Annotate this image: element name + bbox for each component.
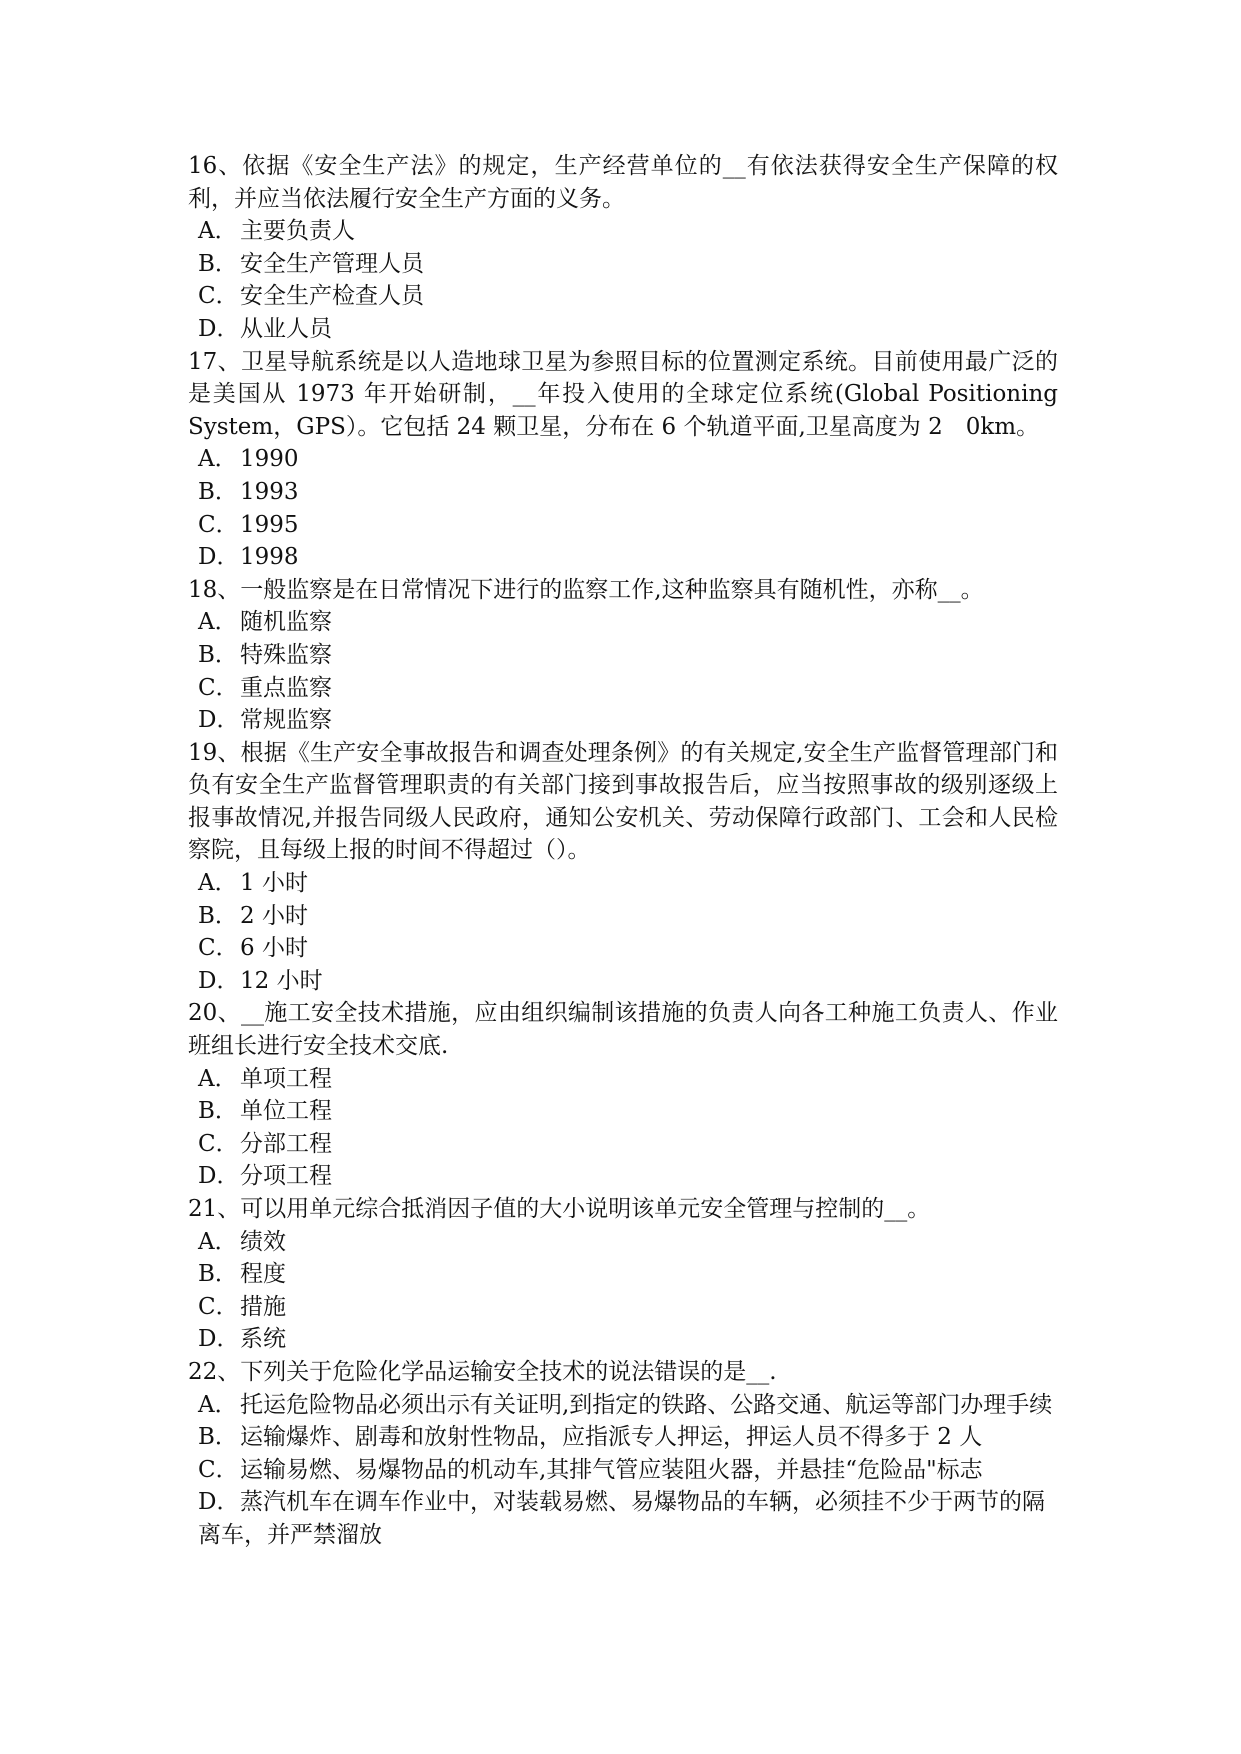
option-text: 分部工程 — [240, 1130, 332, 1157]
option-a — [188, 443, 1058, 476]
question-stem: 17、卫星导航系统是以人造地球卫星为参照目标的位置测定系统。目前使用最广泛的是美国从 1973 年开始研制，__年投入使用的全球定位系统(Global Positioning System，GPS）。它包括 24 颗卫星，分布在 6 个轨道平面,卫星高度为 2 0km。 — [188, 348, 1058, 440]
option-letter: C． — [198, 674, 239, 701]
option-letter: B． — [198, 641, 238, 668]
question-19 — [188, 737, 1058, 998]
option-text: 6 小时 — [240, 935, 308, 962]
option-text: 1995 — [240, 511, 299, 538]
option-text: 系统 — [240, 1326, 286, 1353]
option-letter: C． — [198, 283, 239, 310]
option-letter: B． — [198, 902, 238, 929]
option-c — [188, 672, 1058, 705]
option-letter: A． — [198, 446, 238, 473]
option-b — [188, 1095, 1058, 1128]
option-letter: B． — [198, 478, 238, 505]
option-text: 1990 — [240, 446, 299, 473]
option-c — [188, 509, 1058, 542]
option-text: 1998 — [240, 544, 299, 571]
option-letter: D． — [198, 707, 240, 734]
option-c — [188, 1128, 1058, 1161]
option-text: 从业人员 — [240, 315, 332, 342]
option-letter: C． — [198, 1293, 239, 1320]
option-a — [188, 1389, 1058, 1422]
question-17 — [188, 346, 1058, 574]
question-stem: 22、下列关于危险化学品运输安全技术的说法错误的是__. — [188, 1358, 777, 1385]
option-letter: D． — [198, 1326, 240, 1353]
option-a — [188, 1226, 1058, 1259]
option-b — [188, 1421, 1058, 1454]
option-d — [188, 541, 1058, 574]
option-letter: D． — [198, 1489, 240, 1516]
option-c — [188, 280, 1058, 313]
option-d — [188, 313, 1058, 346]
option-a — [188, 215, 1058, 248]
option-text: 2 小时 — [240, 902, 308, 929]
question-stem: 16、依据《安全生产法》的规定，生产经营单位的__有依法获得安全生产保障的权利，并应当依法履行安全生产方面的义务。 — [188, 153, 1058, 212]
option-text: 单项工程 — [240, 1065, 332, 1092]
option-letter: B． — [198, 250, 238, 277]
option-text: 措施 — [240, 1293, 286, 1320]
option-letter: C． — [198, 511, 239, 538]
question-16 — [188, 150, 1058, 346]
option-text: 运输易燃、易爆物品的机动车,其排气管应装阻火器，并悬挂“危险品"标志 — [240, 1456, 983, 1483]
option-d — [188, 1486, 1058, 1551]
option-letter: A． — [198, 870, 238, 897]
option-letter: D． — [198, 967, 240, 994]
option-c — [188, 1454, 1058, 1487]
option-text: 1 小时 — [240, 870, 308, 897]
option-text: 安全生产检查人员 — [240, 283, 424, 310]
question-21 — [188, 1193, 1058, 1356]
option-text: 特殊监察 — [240, 641, 332, 668]
question-22 — [188, 1356, 1058, 1552]
option-letter: C． — [198, 935, 239, 962]
option-text: 程度 — [240, 1261, 286, 1288]
option-d — [188, 704, 1058, 737]
option-b — [188, 900, 1058, 933]
question-stem: 20、__施工安全技术措施，应由组织编制该措施的负责人向各工种施工负责人、作业班组长进行安全技术交底. — [188, 1000, 1058, 1060]
question-20 — [188, 997, 1058, 1193]
option-b — [188, 248, 1058, 281]
option-letter: C． — [198, 1456, 239, 1483]
question-stem: 19、根据《生产安全事故报告和调查处理条例》的有关规定,安全生产监督管理部门和负有安全生产监督管理职责的有关部门接到事故报告后，应当按照事故的级别逐级上报事故情况,并报告同级人民政府，通知公安机关、劳动保障行政部门、工会和人民检察院，且每级上报的时间不得超过（）。 — [188, 739, 1058, 864]
option-b — [188, 476, 1058, 509]
option-a — [188, 606, 1058, 639]
option-text: 常规监察 — [240, 707, 332, 734]
option-text: 蒸汽机车在调车作业中，对装载易燃、易爆物品的车辆，必须挂不少于两节的隔离车，并严禁溜放 — [198, 1489, 1045, 1548]
option-text: 1993 — [240, 478, 299, 505]
option-text: 12 小时 — [240, 967, 323, 994]
option-b — [188, 1258, 1058, 1291]
option-a — [188, 867, 1058, 900]
option-text: 单位工程 — [240, 1098, 332, 1125]
option-b — [188, 639, 1058, 672]
option-text: 运输爆炸、剧毒和放射性物品，应指派专人押运，押运人员不得多于 2 人 — [240, 1424, 983, 1451]
option-letter: D． — [198, 544, 240, 571]
option-letter: A． — [198, 1391, 238, 1418]
option-letter: C． — [198, 1130, 239, 1157]
option-text: 重点监察 — [240, 674, 332, 701]
option-a — [188, 1063, 1058, 1096]
option-text: 主要负责人 — [240, 218, 355, 245]
document-page — [188, 150, 1058, 1552]
question-18 — [188, 574, 1058, 737]
option-d — [188, 965, 1058, 998]
option-letter: A． — [198, 1065, 238, 1092]
question-stem: 21、可以用单元综合抵消因子值的大小说明该单元安全管理与控制的__。 — [188, 1196, 931, 1222]
option-text: 绩效 — [240, 1228, 286, 1255]
option-letter: D． — [198, 1163, 240, 1190]
option-c — [188, 932, 1058, 965]
option-letter: B． — [198, 1261, 238, 1288]
option-text: 分项工程 — [240, 1163, 332, 1190]
option-letter: D． — [198, 315, 240, 342]
option-letter: A． — [198, 609, 238, 636]
option-d — [188, 1323, 1058, 1356]
option-d — [188, 1160, 1058, 1193]
option-text: 安全生产管理人员 — [240, 250, 424, 277]
question-stem: 18、一般监察是在日常情况下进行的监察工作,这种监察具有随机性，亦称__。 — [188, 576, 984, 603]
option-letter: B． — [198, 1098, 238, 1125]
option-letter: A． — [198, 1228, 238, 1255]
option-text: 托运危险物品必须出示有关证明,到指定的铁路、公路交通、航运等部门办理手续 — [240, 1391, 1053, 1418]
option-letter: A． — [198, 218, 238, 245]
option-text: 随机监察 — [240, 609, 332, 636]
option-c — [188, 1291, 1058, 1324]
option-letter: B． — [198, 1424, 238, 1451]
